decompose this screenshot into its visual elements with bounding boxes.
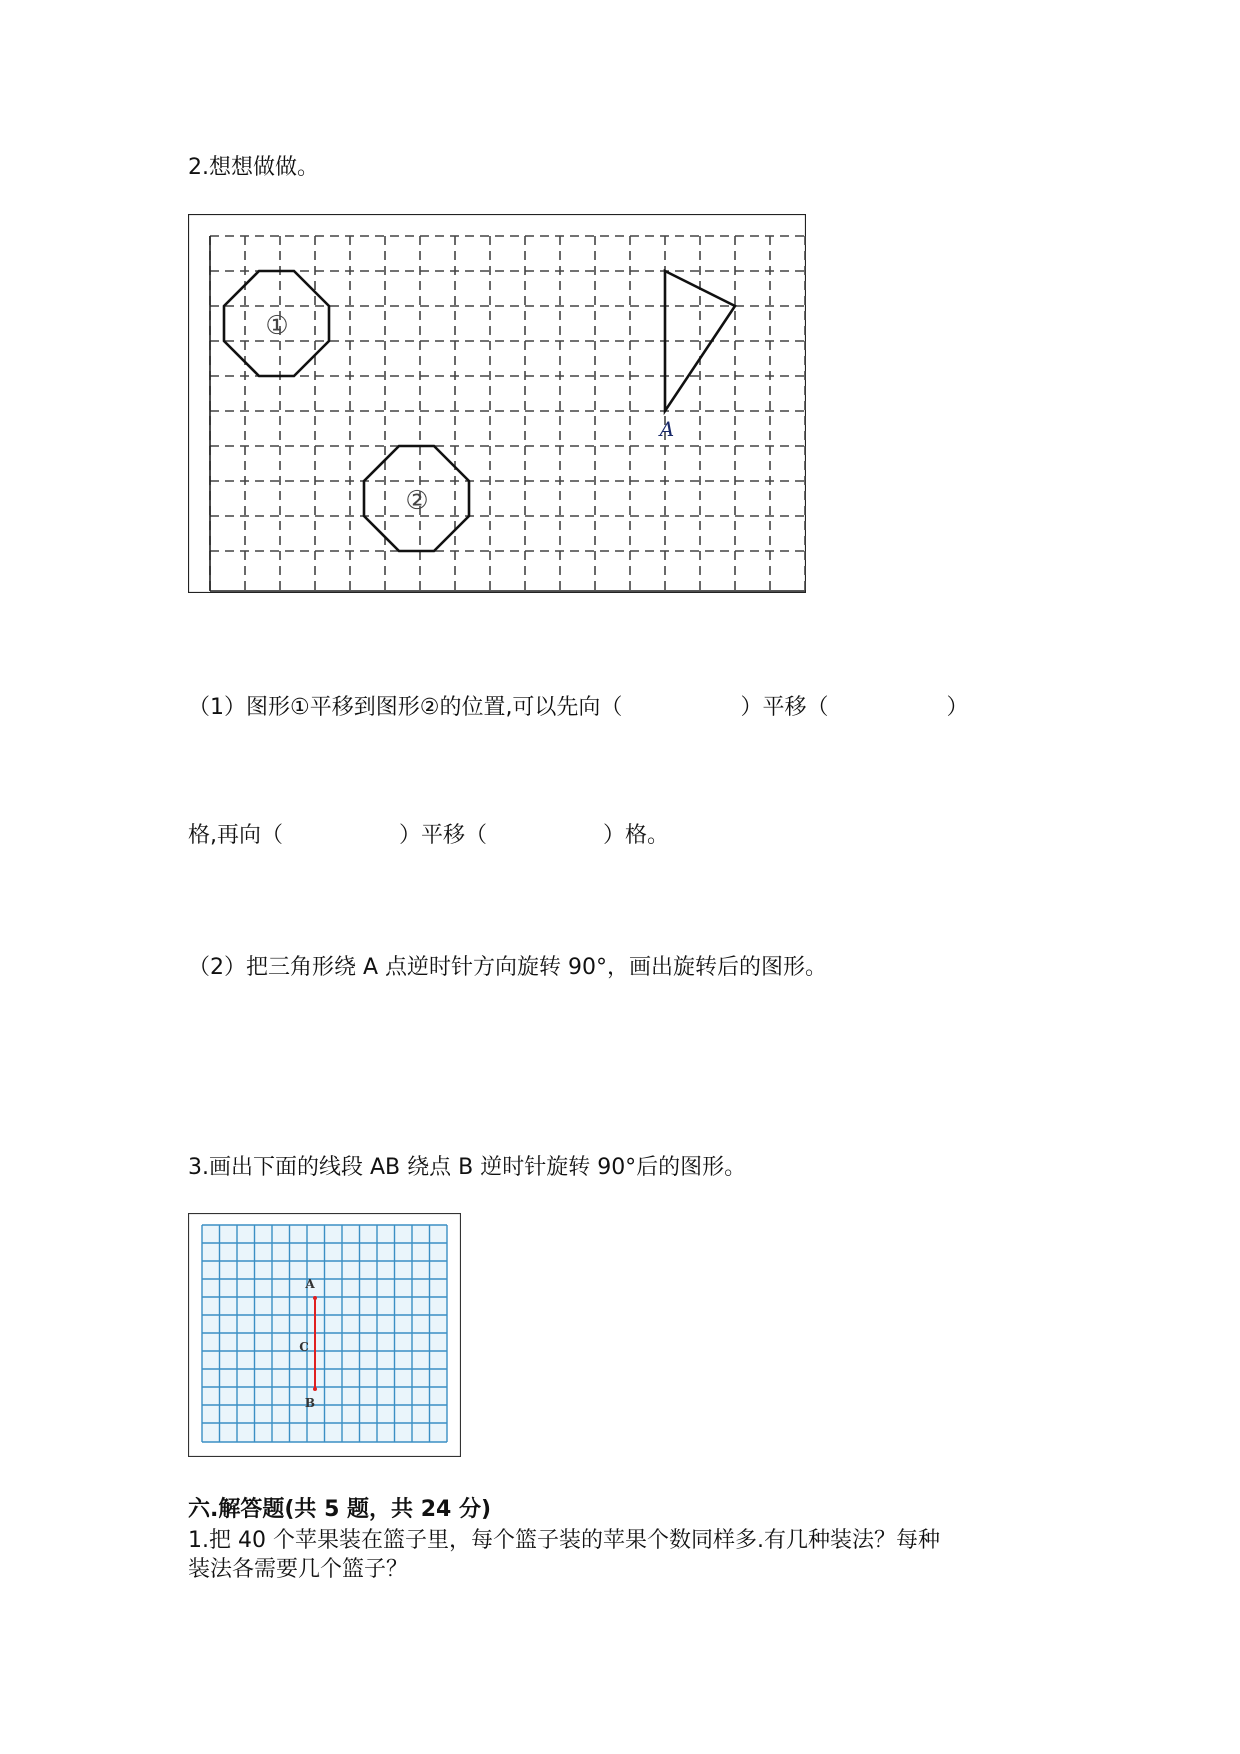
q2-part1-text-f: ）格。	[603, 823, 670, 848]
q3-title: 3.画出下面的线段 AB 绕点 B 逆时针旋转 90°后的图形。	[188, 1155, 747, 1180]
section6-q1-line2: 装法各需要几个篮子？	[188, 1557, 409, 1582]
q2-part1-text-a: （1）图形①平移到图形②的位置,可以先向（	[188, 695, 623, 720]
q2-part1-text-b: ）平移（	[740, 695, 829, 720]
q2-part2: （2）把三角形绕 A 点逆时针方向旋转 90°，画出旋转后的图形。	[188, 955, 828, 980]
q2-figure	[188, 214, 806, 597]
octagon-2-label: ②	[405, 486, 429, 516]
q2-part1-line1	[188, 693, 968, 723]
section6-heading: 六.解答题(共 5 题，共 24 分)	[188, 1497, 492, 1522]
q2-part1-text-c: ）	[946, 695, 969, 720]
q2-part1-text-e: ）平移（	[399, 823, 488, 848]
q2-title: 2.想想做做。	[188, 155, 319, 180]
q3-figure	[188, 1213, 461, 1461]
q2-part1-line2	[188, 821, 669, 851]
q2-part1-text-d: 格,再向（	[188, 823, 283, 848]
triangle-point-a-label: A	[659, 417, 675, 441]
point-b	[313, 1387, 317, 1391]
section6-q1-line1: 1.把 40 个苹果装在篮子里，每个篮子装的苹果个数同样多.有几种装法？每种	[188, 1528, 940, 1553]
point-b-label: B	[304, 1396, 316, 1410]
point-a	[313, 1296, 317, 1300]
point-c-label: C	[299, 1340, 309, 1354]
point-a-label: A	[305, 1277, 315, 1291]
octagon-1-label: ①	[265, 311, 289, 341]
